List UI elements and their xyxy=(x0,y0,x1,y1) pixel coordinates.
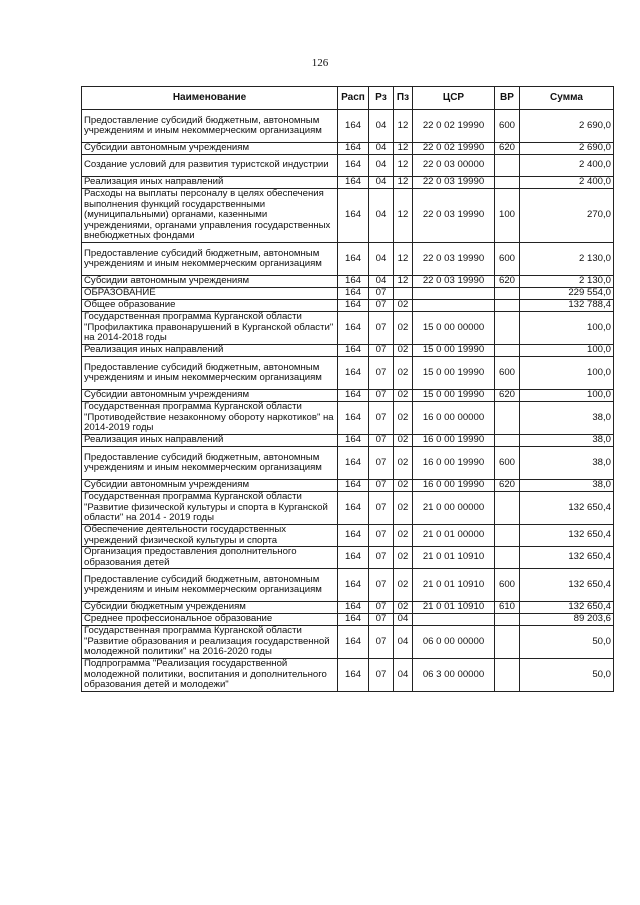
cell-vr: 620 xyxy=(495,143,520,155)
cell-rasp: 164 xyxy=(338,602,369,614)
cell-sum: 2 400,0 xyxy=(520,155,614,177)
cell-sum: 132 650,4 xyxy=(520,569,614,602)
header-vr: ВР xyxy=(495,87,520,110)
cell-sum: 270,0 xyxy=(520,189,614,243)
cell-rasp: 164 xyxy=(338,345,369,357)
table-row xyxy=(82,435,614,447)
cell-vr xyxy=(495,626,520,659)
cell-name: Предоставление субсидий бюджетным, автономным учреждениям и иным некоммерческим организациям xyxy=(82,357,338,390)
cell-pz: 02 xyxy=(394,300,413,312)
cell-rasp: 164 xyxy=(338,288,369,300)
cell-rz: 07 xyxy=(369,569,394,602)
cell-pz: 02 xyxy=(394,345,413,357)
cell-rasp: 164 xyxy=(338,312,369,345)
cell-vr: 600 xyxy=(495,447,520,480)
cell-rasp: 164 xyxy=(338,390,369,402)
cell-pz: 12 xyxy=(394,177,413,189)
cell-vr xyxy=(495,492,520,525)
cell-sum: 132 650,4 xyxy=(520,492,614,525)
cell-rasp: 164 xyxy=(338,177,369,189)
header-name: Наименование xyxy=(82,87,338,110)
cell-rasp: 164 xyxy=(338,626,369,659)
cell-rz: 04 xyxy=(369,276,394,288)
cell-rz: 07 xyxy=(369,345,394,357)
cell-rasp: 164 xyxy=(338,447,369,480)
cell-sum: 229 554,0 xyxy=(520,288,614,300)
cell-name: Субсидии автономным учреждениям xyxy=(82,276,338,288)
cell-vr: 100 xyxy=(495,189,520,243)
cell-sum: 132 650,4 xyxy=(520,547,614,569)
cell-name: Субсидии автономным учреждениям xyxy=(82,480,338,492)
cell-pz: 12 xyxy=(394,155,413,177)
cell-vr xyxy=(495,614,520,626)
cell-rasp: 164 xyxy=(338,300,369,312)
cell-pz: 12 xyxy=(394,110,413,143)
table-row xyxy=(82,659,614,692)
cell-vr: 620 xyxy=(495,276,520,288)
header-rasp: Расп xyxy=(338,87,369,110)
cell-rasp: 164 xyxy=(338,357,369,390)
cell-rz: 07 xyxy=(369,602,394,614)
cell-vr xyxy=(495,659,520,692)
cell-sum: 50,0 xyxy=(520,626,614,659)
cell-vr xyxy=(495,300,520,312)
cell-sum: 2 130,0 xyxy=(520,243,614,276)
cell-vr xyxy=(495,547,520,569)
cell-rz: 07 xyxy=(369,547,394,569)
table-row xyxy=(82,447,614,480)
cell-pz: 02 xyxy=(394,569,413,602)
cell-csr: 06 0 00 00000 xyxy=(413,626,495,659)
cell-sum: 38,0 xyxy=(520,480,614,492)
cell-csr: 22 0 03 19990 xyxy=(413,243,495,276)
cell-pz: 02 xyxy=(394,480,413,492)
cell-pz: 02 xyxy=(394,435,413,447)
cell-vr xyxy=(495,525,520,547)
cell-rasp: 164 xyxy=(338,243,369,276)
cell-rz: 04 xyxy=(369,189,394,243)
cell-pz: 02 xyxy=(394,492,413,525)
cell-rasp: 164 xyxy=(338,614,369,626)
cell-vr xyxy=(495,155,520,177)
cell-pz: 12 xyxy=(394,243,413,276)
cell-rz: 04 xyxy=(369,143,394,155)
cell-csr: 16 0 00 19990 xyxy=(413,480,495,492)
cell-csr: 22 0 03 19990 xyxy=(413,189,495,243)
cell-csr: 22 0 02 19990 xyxy=(413,143,495,155)
cell-csr: 15 0 00 19990 xyxy=(413,357,495,390)
cell-csr xyxy=(413,288,495,300)
cell-vr xyxy=(495,312,520,345)
cell-vr: 600 xyxy=(495,357,520,390)
cell-csr: 15 0 00 00000 xyxy=(413,312,495,345)
cell-pz: 02 xyxy=(394,312,413,345)
cell-rz: 07 xyxy=(369,480,394,492)
table-row xyxy=(82,243,614,276)
header-rz: Рз xyxy=(369,87,394,110)
cell-csr: 22 0 02 19990 xyxy=(413,110,495,143)
cell-rz: 07 xyxy=(369,626,394,659)
table-row xyxy=(82,155,614,177)
cell-sum: 89 203,6 xyxy=(520,614,614,626)
cell-pz: 12 xyxy=(394,189,413,243)
cell-pz: 04 xyxy=(394,626,413,659)
cell-name: Обеспечение деятельности государственных учреждений физической культуры и спорта xyxy=(82,525,338,547)
cell-rz: 07 xyxy=(369,659,394,692)
cell-rz: 07 xyxy=(369,300,394,312)
cell-vr: 600 xyxy=(495,243,520,276)
cell-rasp: 164 xyxy=(338,189,369,243)
cell-csr: 16 0 00 00000 xyxy=(413,402,495,435)
table-row xyxy=(82,288,614,300)
cell-pz: 04 xyxy=(394,659,413,692)
cell-rasp: 164 xyxy=(338,155,369,177)
cell-csr: 21 0 01 00000 xyxy=(413,525,495,547)
cell-vr xyxy=(495,177,520,189)
cell-name: Субсидии автономным учреждениям xyxy=(82,143,338,155)
cell-name: Среднее профессиональное образование xyxy=(82,614,338,626)
cell-csr: 06 3 00 00000 xyxy=(413,659,495,692)
cell-sum: 2 690,0 xyxy=(520,110,614,143)
cell-rasp: 164 xyxy=(338,547,369,569)
cell-rasp: 164 xyxy=(338,659,369,692)
cell-rasp: 164 xyxy=(338,143,369,155)
cell-sum: 2 400,0 xyxy=(520,177,614,189)
cell-sum: 100,0 xyxy=(520,357,614,390)
cell-pz: 02 xyxy=(394,390,413,402)
cell-rz: 04 xyxy=(369,243,394,276)
cell-vr: 620 xyxy=(495,390,520,402)
table-row xyxy=(82,110,614,143)
cell-sum: 50,0 xyxy=(520,659,614,692)
cell-csr: 21 0 00 00000 xyxy=(413,492,495,525)
cell-pz: 02 xyxy=(394,402,413,435)
table-row xyxy=(82,312,614,345)
cell-rasp: 164 xyxy=(338,402,369,435)
cell-sum: 132 650,4 xyxy=(520,525,614,547)
cell-sum: 38,0 xyxy=(520,447,614,480)
cell-name: Субсидии бюджетным учреждениям xyxy=(82,602,338,614)
cell-sum: 100,0 xyxy=(520,312,614,345)
budget-table xyxy=(81,86,614,692)
cell-csr: 21 0 01 10910 xyxy=(413,602,495,614)
cell-rz: 07 xyxy=(369,402,394,435)
header-csr: ЦСР xyxy=(413,87,495,110)
page-number: 126 xyxy=(311,57,329,69)
table-row xyxy=(82,626,614,659)
cell-vr: 610 xyxy=(495,602,520,614)
cell-rz: 07 xyxy=(369,435,394,447)
cell-name: Государственная программа Курганской области "Профилактика правонарушений в Курганской области" на 2014-2018 годы xyxy=(82,312,338,345)
cell-rz: 07 xyxy=(369,525,394,547)
cell-rz: 07 xyxy=(369,390,394,402)
table-row xyxy=(82,390,614,402)
cell-rz: 04 xyxy=(369,110,394,143)
cell-rz: 07 xyxy=(369,492,394,525)
cell-name: Предоставление субсидий бюджетным, автономным учреждениям и иным некоммерческим организациям xyxy=(82,447,338,480)
cell-rasp: 164 xyxy=(338,480,369,492)
cell-name: Реализация иных направлений xyxy=(82,177,338,189)
cell-name: Государственная программа Курганской области "Противодействие незаконному обороту наркотиков" на 2014-2019 годы xyxy=(82,402,338,435)
cell-rz: 07 xyxy=(369,614,394,626)
cell-rz: 07 xyxy=(369,312,394,345)
cell-vr: 620 xyxy=(495,480,520,492)
cell-rz: 07 xyxy=(369,357,394,390)
cell-csr: 22 0 03 00000 xyxy=(413,155,495,177)
cell-pz: 02 xyxy=(394,447,413,480)
cell-sum: 2 130,0 xyxy=(520,276,614,288)
cell-csr: 21 0 01 10910 xyxy=(413,569,495,602)
table-row xyxy=(82,602,614,614)
cell-name: Расходы на выплаты персоналу в целях обеспечения выполнения функций государственными (муниципальными) органами, казенными учреждениями, органами управления государственных внебюджетных фондами xyxy=(82,189,338,243)
cell-pz: 04 xyxy=(394,614,413,626)
cell-name: Организация предоставления дополнительного образования детей xyxy=(82,547,338,569)
cell-vr xyxy=(495,345,520,357)
cell-rasp: 164 xyxy=(338,525,369,547)
table-row xyxy=(82,492,614,525)
table-row xyxy=(82,177,614,189)
cell-pz: 02 xyxy=(394,525,413,547)
cell-rasp: 164 xyxy=(338,276,369,288)
cell-pz: 12 xyxy=(394,143,413,155)
cell-name: Реализация иных направлений xyxy=(82,435,338,447)
cell-rasp: 164 xyxy=(338,569,369,602)
cell-vr: 600 xyxy=(495,110,520,143)
cell-sum: 38,0 xyxy=(520,435,614,447)
table-row xyxy=(82,525,614,547)
cell-rz: 04 xyxy=(369,155,394,177)
cell-csr: 21 0 01 10910 xyxy=(413,547,495,569)
cell-sum: 38,0 xyxy=(520,402,614,435)
table-row xyxy=(82,614,614,626)
cell-csr xyxy=(413,614,495,626)
cell-vr xyxy=(495,435,520,447)
table-header-row xyxy=(82,87,614,110)
cell-name: Государственная программа Курганской области "Развитие образования и реализация государственной молодежной политики" на 2016-2020 годы xyxy=(82,626,338,659)
table-row xyxy=(82,300,614,312)
cell-pz xyxy=(394,288,413,300)
cell-name: Предоставление субсидий бюджетным, автономным учреждениям и иным некоммерческим организациям xyxy=(82,569,338,602)
cell-vr xyxy=(495,402,520,435)
cell-csr: 15 0 00 19990 xyxy=(413,345,495,357)
table-row xyxy=(82,547,614,569)
cell-pz: 02 xyxy=(394,357,413,390)
cell-name: ОБРАЗОВАНИЕ xyxy=(82,288,338,300)
table-row xyxy=(82,402,614,435)
cell-csr xyxy=(413,300,495,312)
table-row xyxy=(82,345,614,357)
header-sum: Сумма xyxy=(520,87,614,110)
cell-rasp: 164 xyxy=(338,110,369,143)
cell-vr: 600 xyxy=(495,569,520,602)
cell-rz: 07 xyxy=(369,288,394,300)
cell-csr: 16 0 00 19990 xyxy=(413,435,495,447)
header-pz: Пз xyxy=(394,87,413,110)
cell-csr: 15 0 00 19990 xyxy=(413,390,495,402)
cell-name: Реализация иных направлений xyxy=(82,345,338,357)
cell-rasp: 164 xyxy=(338,492,369,525)
cell-sum: 100,0 xyxy=(520,345,614,357)
cell-rz: 04 xyxy=(369,177,394,189)
cell-name: Государственная программа Курганской области "Развитие физической культуры и спорта в Курганской области" на 2014 - 2019 годы xyxy=(82,492,338,525)
cell-pz: 02 xyxy=(394,547,413,569)
cell-pz: 02 xyxy=(394,602,413,614)
cell-sum: 132 788,4 xyxy=(520,300,614,312)
cell-pz: 12 xyxy=(394,276,413,288)
cell-name: Предоставление субсидий бюджетным, автономным учреждениям и иным некоммерческим организациям xyxy=(82,243,338,276)
cell-csr: 16 0 00 19990 xyxy=(413,447,495,480)
cell-csr: 22 0 03 19990 xyxy=(413,177,495,189)
cell-rz: 07 xyxy=(369,447,394,480)
cell-csr: 22 0 03 19990 xyxy=(413,276,495,288)
table-row xyxy=(82,143,614,155)
cell-sum: 100,0 xyxy=(520,390,614,402)
cell-sum: 2 690,0 xyxy=(520,143,614,155)
cell-name: Предоставление субсидий бюджетным, автономным учреждениям и иным некоммерческим организациям xyxy=(82,110,338,143)
cell-vr xyxy=(495,288,520,300)
table-row xyxy=(82,276,614,288)
table-row xyxy=(82,569,614,602)
cell-name: Общее образование xyxy=(82,300,338,312)
table-row xyxy=(82,189,614,243)
cell-name: Субсидии автономным учреждениям xyxy=(82,390,338,402)
table-row xyxy=(82,480,614,492)
cell-rasp: 164 xyxy=(338,435,369,447)
cell-sum: 132 650,4 xyxy=(520,602,614,614)
table-row xyxy=(82,357,614,390)
cell-name: Подпрограмма "Реализация государственной молодежной политики, воспитания и дополнительного образования детей и молодежи" xyxy=(82,659,338,692)
cell-name: Создание условий для развития туристской индустрии xyxy=(82,155,338,177)
